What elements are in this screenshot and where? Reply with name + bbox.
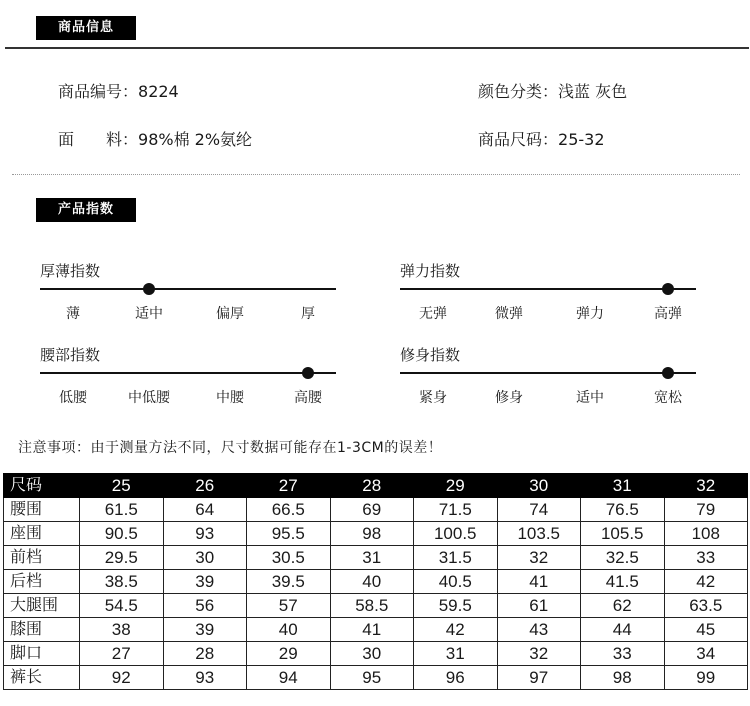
table-cell: 98 [581,666,665,690]
table-cell: 94 [247,666,331,690]
table-cell: 99 [664,666,748,690]
gauge-track [40,288,336,290]
item-number [58,79,179,102]
measurement-note: 注意事项：由于测量方法不同，尺寸数据可能存在1-3CM的误差！ [18,440,443,456]
gauge-option: 中低腰 [128,390,170,406]
row-label: 脚口 [4,642,80,666]
gauge-elasticity [400,260,700,330]
table-cell: 59.5 [414,594,498,618]
table-cell: 76.5 [581,498,665,522]
table-row [4,666,748,690]
size-header-cell: 30 [497,474,581,498]
size-header-cell: 32 [664,474,748,498]
gauge-option: 修身 [495,390,523,406]
table-cell: 100.5 [414,522,498,546]
gauge-option: 无弹 [419,306,447,322]
gauge-option: 适中 [135,306,163,322]
size-header-cell: 31 [581,474,665,498]
gauge-title: 修身指数 [400,346,461,364]
table-row [4,546,748,570]
table-cell: 31.5 [414,546,498,570]
row-label: 座围 [4,522,80,546]
size-range-value: 25-32 [558,130,605,149]
size-range [478,127,605,150]
color-category-label: 颜色分类： [478,82,559,101]
table-cell: 57 [247,594,331,618]
table-cell: 44 [581,618,665,642]
table-cell: 40.5 [414,570,498,594]
gauge-option: 厚 [301,306,315,322]
gauge-waist [40,344,340,414]
table-cell: 30 [330,642,414,666]
gauge-option: 弹力 [576,306,604,322]
table-cell: 56 [163,594,247,618]
table-cell: 38.5 [80,570,164,594]
table-cell: 92 [80,666,164,690]
table-cell: 98 [330,522,414,546]
table-row [4,642,748,666]
gauge-option: 中腰 [216,390,244,406]
table-cell: 42 [664,570,748,594]
gauge-option: 紧身 [419,390,447,406]
table-cell: 96 [414,666,498,690]
table-cell: 41 [330,618,414,642]
table-cell: 79 [664,498,748,522]
table-cell: 43 [497,618,581,642]
table-row [4,594,748,618]
table-cell: 34 [664,642,748,666]
table-cell: 29 [247,642,331,666]
size-header-cell: 29 [414,474,498,498]
table-cell: 90.5 [80,522,164,546]
gauge-thickness [40,260,340,330]
gauge-option: 薄 [66,306,80,322]
table-cell: 58.5 [330,594,414,618]
size-header-cell: 28 [330,474,414,498]
row-label: 腰围 [4,498,80,522]
table-cell: 38 [80,618,164,642]
table-cell: 39 [163,570,247,594]
table-row [4,570,748,594]
item-number-value: 8224 [138,82,179,101]
table-cell: 30.5 [247,546,331,570]
gauge-title: 腰部指数 [40,346,101,364]
size-header-cell: 26 [163,474,247,498]
color-category [478,79,627,102]
table-cell: 39 [163,618,247,642]
table-cell: 42 [414,618,498,642]
table-cell: 93 [163,666,247,690]
table-cell: 64 [163,498,247,522]
gauge-option: 高弹 [654,306,682,322]
gauge-option: 适中 [576,390,604,406]
table-header-row [4,474,748,498]
item-number-label: 商品编号： [58,82,139,101]
table-cell: 27 [80,642,164,666]
table-cell: 40 [247,618,331,642]
table-cell: 41 [497,570,581,594]
table-row [4,498,748,522]
table-cell: 74 [497,498,581,522]
table-cell: 71.5 [414,498,498,522]
gauge-option: 高腰 [294,390,322,406]
table-cell: 108 [664,522,748,546]
row-label: 膝围 [4,618,80,642]
table-cell: 97 [497,666,581,690]
material [58,127,252,150]
gauge-marker [302,367,314,379]
size-range-label: 商品尺码： [478,130,559,149]
row-label: 后档 [4,570,80,594]
gauge-marker [662,283,674,295]
color-category-value: 浅蓝 灰色 [558,82,628,101]
table-cell: 41.5 [581,570,665,594]
gauge-option: 低腰 [59,390,87,406]
table-cell: 93 [163,522,247,546]
size-header-cell: 25 [80,474,164,498]
table-cell: 66.5 [247,498,331,522]
gauge-fit [400,344,700,414]
section-divider [5,47,749,49]
section-tag-product-index: 产品指数 [36,198,136,222]
row-label: 裤长 [4,666,80,690]
table-cell: 33 [664,546,748,570]
table-header-label: 尺码 [4,474,80,498]
table-row [4,618,748,642]
table-cell: 39.5 [247,570,331,594]
row-label: 大腿围 [4,594,80,618]
size-header-cell: 27 [247,474,331,498]
gauge-option: 偏厚 [216,306,244,322]
table-cell: 32.5 [581,546,665,570]
section-tag-product-info: 商品信息 [36,16,136,40]
table-cell: 28 [163,642,247,666]
table-cell: 40 [330,570,414,594]
gauge-title: 弹力指数 [400,262,461,280]
material-value: 98%棉 2%氨纶 [138,130,253,149]
table-cell: 61.5 [80,498,164,522]
table-cell: 54.5 [80,594,164,618]
table-cell: 62 [581,594,665,618]
gauge-track [400,372,696,374]
table-cell: 103.5 [497,522,581,546]
row-label: 前档 [4,546,80,570]
table-cell: 105.5 [581,522,665,546]
table-cell: 29.5 [80,546,164,570]
table-cell: 95 [330,666,414,690]
table-row [4,522,748,546]
gauge-track [40,372,336,374]
table-cell: 30 [163,546,247,570]
table-cell: 95.5 [247,522,331,546]
size-table [3,473,748,690]
dotted-divider [12,174,740,175]
table-cell: 45 [664,618,748,642]
table-cell: 31 [414,642,498,666]
gauge-option: 宽松 [654,390,682,406]
table-cell: 63.5 [664,594,748,618]
table-cell: 32 [497,642,581,666]
table-cell: 31 [330,546,414,570]
gauge-option: 微弹 [495,306,523,322]
table-cell: 69 [330,498,414,522]
gauge-title: 厚薄指数 [40,262,101,280]
material-label: 面 料： [58,130,139,149]
table-cell: 33 [581,642,665,666]
table-cell: 32 [497,546,581,570]
table-cell: 61 [497,594,581,618]
gauge-marker [143,283,155,295]
gauge-track [400,288,696,290]
gauge-marker [662,367,674,379]
